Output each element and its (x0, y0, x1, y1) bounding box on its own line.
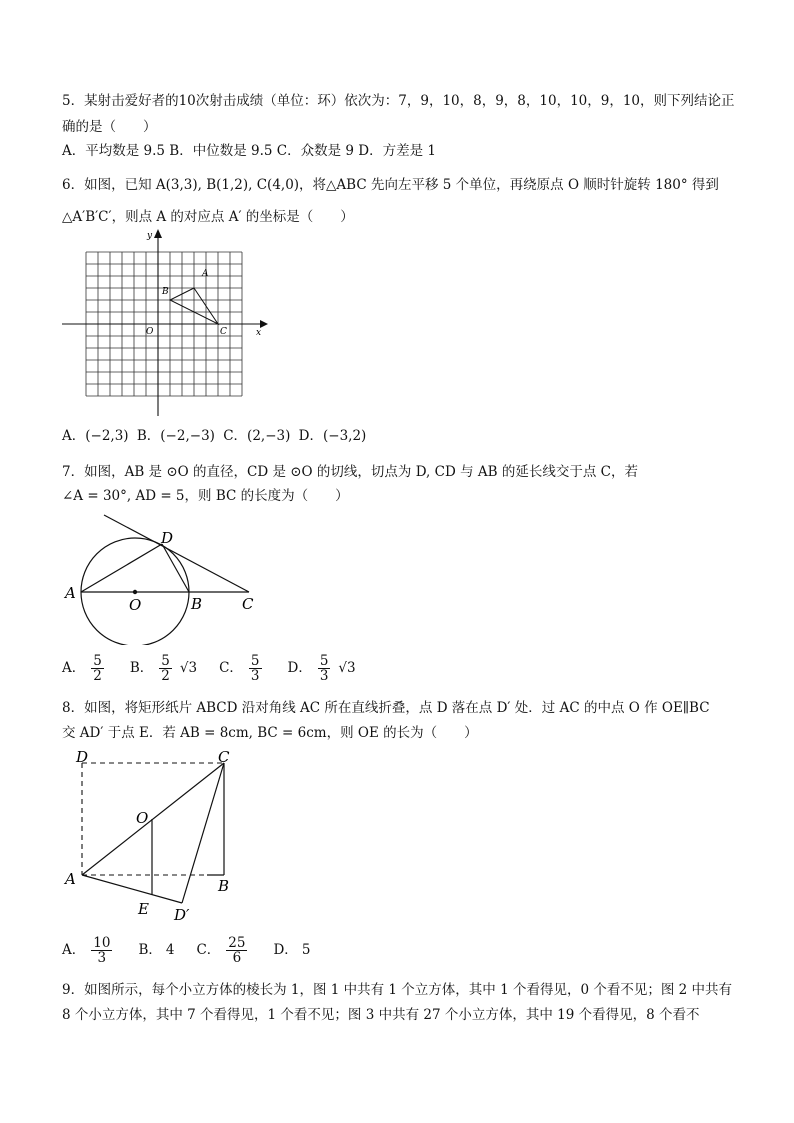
option-letter: B． (138, 942, 162, 958)
fraction (91, 654, 108, 683)
chord-ad (81, 544, 162, 592)
point-c-label: C (220, 327, 227, 337)
q8-stem-line2: 交 AD′ 于点 E．若 AB = 8cm, BC = 6cm，则 OE 的长为（ ） (62, 725, 478, 741)
fraction-denominator: 3 (97, 950, 107, 966)
q8-label-d: D (76, 748, 89, 766)
q7-label-b: B (191, 595, 203, 613)
q8-label-o: O (136, 809, 149, 827)
q7-option-d (287, 653, 360, 684)
option-value: 4 (165, 942, 175, 958)
point-a-label: A (202, 269, 209, 279)
fraction-denominator: 6 (232, 950, 242, 966)
fraction (318, 654, 335, 683)
q7-option-a (62, 653, 112, 684)
q6-grid-figure (62, 226, 272, 422)
q7-label-d: D (161, 529, 174, 547)
fraction-numerator: 10 (93, 935, 111, 951)
q9-stem-line2: 8 个小立方体，其中 7 个看得见，1 个看不见；图 3 中共有 27 个小立方体，其中 19 个看得见，8 个看不 (62, 1007, 700, 1023)
q8-label-b: B (218, 877, 230, 895)
q7-stem-line2: ∠A = 30°, AD = 5，则 BC 的长度为（ ） (62, 488, 349, 504)
option-letter: C． (219, 660, 243, 676)
q8-label-c: C (218, 748, 230, 766)
diagonal-ac (82, 763, 224, 875)
q7-label-a: A (65, 584, 76, 602)
fraction (91, 936, 116, 965)
option-value: √3 (179, 660, 198, 676)
edge-ad-prime (82, 875, 182, 903)
fraction-denominator: 3 (319, 668, 329, 684)
fraction (249, 654, 266, 683)
q8-label-e: E (138, 900, 149, 918)
q6-stem-line1: 6．如图，已知 A(3,3), B(1,2), C(4,0)，将△ABC 先向左平移 5 个单位，再绕原点 O 顺时针旋转 180° 得到 (62, 177, 719, 193)
origin-label: O (146, 327, 154, 337)
point-b-label: B (162, 287, 169, 297)
q7-option-b (129, 653, 201, 684)
q8-option-a (62, 935, 120, 966)
q6-option-c: C．(2,−3) (223, 428, 291, 444)
fraction (226, 936, 251, 965)
q8-stem-line1: 8．如图，将矩形纸片 ABCD 沿对角线 AC 所在直线折叠，点 D 落在点 D′ 处．过 AC 的中点 O 作 OE∥BC (62, 700, 710, 716)
q7-label-o: O (129, 596, 142, 614)
q9-stem-line1: 9．如图所示，每个小立方体的棱长为 1，图 1 中共有 1 个立方体，其中 1 个看得见，0 个看不见；图 2 中共有 (62, 982, 733, 998)
x-axis-arrow (260, 320, 268, 328)
chord-db (162, 544, 189, 592)
fraction-numerator: 5 (250, 653, 260, 669)
q5-options: A．平均数是 9.5 B．中位数是 9.5 C．众数是 9 D．方差是 1 (62, 143, 436, 159)
fraction-numerator: 5 (93, 653, 102, 669)
x-axis-label: x (256, 328, 262, 338)
fraction-denominator: 3 (250, 668, 260, 684)
fraction-numerator: 5 (319, 653, 329, 669)
q8-option-d (273, 942, 314, 958)
q6-option-a: A．(−2,3) (62, 428, 129, 444)
option-value: √3 (338, 660, 356, 676)
q8-options (62, 936, 332, 965)
q7-stem-line1: 7．如图，AB 是 ⊙O 的直径，CD 是 ⊙O 的切线，切点为 D, CD 与 AB 的延长线交于点 C，若 (62, 464, 638, 480)
q8-label-a: A (65, 870, 76, 888)
tangent-cd (104, 515, 249, 592)
q8-option-c (196, 935, 255, 966)
q5-stem-line1: 5．某射击爱好者的10次射击成绩（单位：环）依次为：7，9，10，8，9，8，10，10，9，10，则下列结论正 (62, 93, 735, 109)
center-dot (133, 590, 137, 594)
option-letter: A． (62, 942, 86, 958)
y-axis-arrow (154, 229, 162, 238)
q8-rectangle-figure (62, 748, 262, 928)
q6-option-d: D．(−3,2) (298, 428, 367, 444)
q5-stem-line2: 确的是（ ） (62, 119, 157, 135)
q6-stem-line2: △A′B′C′，则点 A 的对应点 A′ 的坐标是（ ） (62, 209, 354, 225)
q6-options (62, 427, 370, 445)
fraction-denominator: 2 (93, 668, 102, 684)
q8-label-d-prime: D′ (174, 906, 190, 924)
q7-label-c: C (242, 595, 254, 613)
fraction-numerator: 25 (228, 935, 246, 951)
q8-option-b (138, 942, 178, 958)
q7-options (62, 654, 378, 683)
option-letter: B． (129, 660, 154, 676)
option-letter: A． (62, 660, 86, 676)
y-axis-label: y (147, 231, 153, 241)
option-letter: D． (273, 942, 298, 958)
fraction-numerator: 5 (161, 653, 170, 669)
q7-circle-figure (62, 510, 272, 645)
option-value: 5 (301, 942, 311, 958)
fraction (159, 654, 176, 683)
fraction-denominator: 2 (161, 668, 170, 684)
q6-option-b: B．(−2,−3) (136, 428, 215, 444)
option-letter: D． (287, 660, 312, 676)
option-letter: C． (196, 942, 221, 958)
q7-option-c (219, 653, 269, 684)
